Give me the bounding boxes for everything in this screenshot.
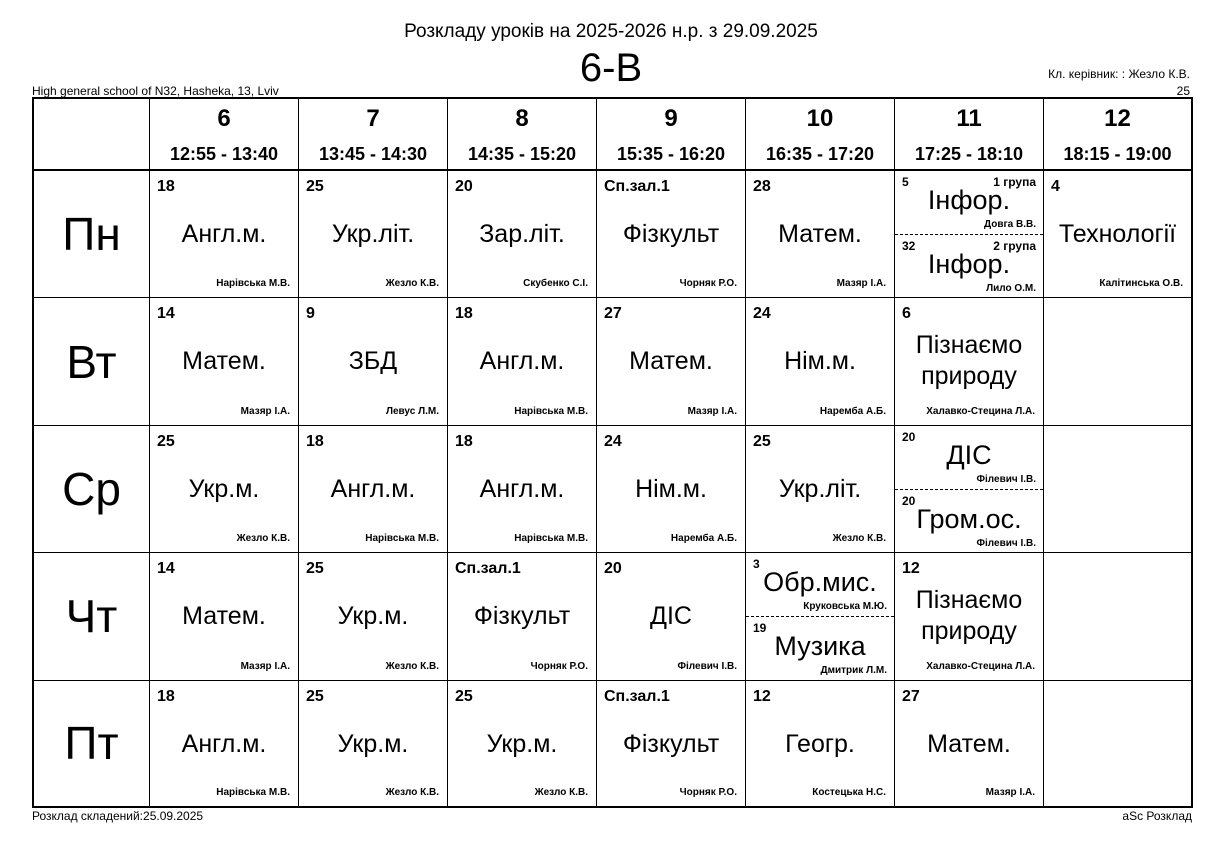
subject-name: Геогр. bbox=[785, 729, 855, 758]
subject-name: Матем. bbox=[629, 347, 713, 376]
period-header bbox=[1044, 99, 1191, 171]
subject-line: природу bbox=[921, 617, 1017, 646]
teacher-name: Мазяр І.А. bbox=[687, 405, 737, 417]
period-time: 14:35 - 15:20 bbox=[467, 144, 577, 164]
room-number: 6 bbox=[902, 305, 911, 323]
teacher-name: Мазяр І.А. bbox=[836, 278, 886, 290]
room-number: 14 bbox=[157, 305, 175, 323]
subject-name: Укр.м. bbox=[337, 729, 409, 758]
teacher-name: Нарівська М.В. bbox=[216, 278, 290, 290]
subject-name: Англ.м. bbox=[181, 220, 267, 248]
teacher-name: Філевич І.В. bbox=[976, 473, 1036, 485]
teacher-name: Скубенко С.І. bbox=[523, 278, 588, 290]
subject-name: Зар.літ. bbox=[479, 220, 565, 248]
lesson-cell bbox=[448, 171, 597, 298]
room-number: 14 bbox=[157, 560, 175, 578]
teacher-name: Чорняк Р.О. bbox=[530, 660, 588, 672]
teacher-name: Чорняк Р.О. bbox=[679, 786, 737, 798]
subject-name bbox=[895, 585, 1043, 647]
lesson-cell bbox=[150, 681, 299, 806]
lesson-cell bbox=[150, 171, 299, 298]
subject-name: Англ.м. bbox=[181, 729, 267, 758]
lesson-cell bbox=[299, 171, 448, 298]
period-time: 15:35 - 16:20 bbox=[616, 144, 726, 164]
period-number: 10 bbox=[806, 105, 834, 132]
teacher-name: Філевич І.В. bbox=[677, 660, 737, 672]
subject-line: Пізнаємо bbox=[915, 586, 1023, 615]
lesson-cell bbox=[895, 426, 1044, 553]
teacher-name: Жезло К.В. bbox=[385, 786, 439, 798]
subject-line: природу bbox=[921, 362, 1017, 391]
lesson-half bbox=[746, 617, 894, 681]
room-number: 9 bbox=[306, 305, 315, 323]
subject-name: Технології bbox=[1058, 220, 1177, 248]
lesson-cell bbox=[895, 681, 1044, 806]
subject-name: Інфор. bbox=[927, 249, 1011, 279]
room-number: 18 bbox=[455, 305, 473, 323]
period-number: 9 bbox=[664, 105, 678, 132]
class-teacher: Кл. керівник: : Жезло К.В. bbox=[1048, 67, 1190, 81]
period-time: 12:55 - 13:40 bbox=[169, 144, 279, 164]
lesson-half bbox=[895, 490, 1043, 554]
teacher-name: Халавко-Стецина Л.А. bbox=[926, 405, 1035, 417]
room-number: Сп.зал.1 bbox=[604, 178, 670, 195]
teacher-name: Левус Л.М. bbox=[385, 405, 439, 417]
lesson-cell bbox=[150, 298, 299, 425]
subject-name: Фізкульт bbox=[473, 602, 571, 631]
period-header bbox=[448, 99, 597, 171]
lesson-cell bbox=[299, 553, 448, 680]
subject-name: Обр.мис. bbox=[763, 567, 877, 598]
lesson-cell bbox=[1044, 426, 1191, 553]
room-number: 18 bbox=[455, 432, 473, 450]
period-header bbox=[895, 99, 1044, 171]
lesson-cell bbox=[1044, 553, 1191, 680]
lesson-cell bbox=[597, 298, 746, 425]
subject-name: ДІС bbox=[946, 439, 992, 470]
lesson-cell bbox=[746, 553, 895, 680]
subject-name: Нім.м. bbox=[784, 347, 856, 376]
room-number: 25 bbox=[753, 432, 771, 450]
subject-name: Матем. bbox=[182, 602, 266, 631]
teacher-name: Довга В.В. bbox=[983, 219, 1036, 230]
day-label: Вт bbox=[34, 298, 150, 425]
lesson-cell bbox=[448, 681, 597, 806]
room-number: 3 bbox=[753, 557, 760, 572]
period-number: 11 bbox=[956, 105, 982, 132]
lesson-cell bbox=[1044, 298, 1191, 425]
subject-name: Англ.м. bbox=[479, 474, 565, 503]
lesson-cell bbox=[597, 553, 746, 680]
subject-name: Фізкульт bbox=[622, 729, 720, 758]
teacher-name: Наремба А.Б. bbox=[819, 405, 886, 417]
subject-name bbox=[895, 330, 1043, 392]
subject-name: Укр.м. bbox=[486, 729, 558, 758]
room-number: 20 bbox=[902, 429, 916, 444]
class-room: 25 bbox=[1176, 84, 1190, 98]
teacher-name: Дмитрик Л.М. bbox=[820, 665, 887, 677]
period-header bbox=[150, 99, 299, 171]
lesson-half bbox=[746, 553, 894, 617]
subject-name: Гром.ос. bbox=[916, 503, 1022, 534]
lesson-cell bbox=[150, 553, 299, 680]
group-label: 2 група bbox=[993, 239, 1036, 253]
teacher-name: Жезло К.В. bbox=[236, 533, 290, 545]
subject-name: Нім.м. bbox=[635, 474, 707, 503]
lesson-cell bbox=[895, 553, 1044, 680]
day-label: Ср bbox=[34, 426, 150, 553]
teacher-name: Калітинська О.В. bbox=[1099, 278, 1183, 290]
teacher-name: Нарівська М.В. bbox=[514, 405, 588, 417]
teacher-name: Круковська М.Ю. bbox=[803, 601, 887, 613]
subject-name: Фізкульт bbox=[622, 220, 720, 248]
room-number: 12 bbox=[902, 560, 920, 578]
lesson-cell bbox=[299, 681, 448, 806]
room-number: 24 bbox=[753, 305, 771, 323]
teacher-name: Мазяр І.А. bbox=[240, 660, 290, 672]
lesson-cell bbox=[448, 298, 597, 425]
room-number: Сп.зал.1 bbox=[455, 560, 521, 578]
room-number: Сп.зал.1 bbox=[604, 687, 670, 705]
lesson-cell bbox=[1044, 171, 1191, 298]
room-number: 25 bbox=[306, 178, 324, 195]
software-name: aSc Розклад bbox=[1122, 809, 1192, 823]
subject-name: Інфор. bbox=[927, 185, 1011, 215]
subject-name: Англ.м. bbox=[479, 347, 565, 376]
lesson-cell bbox=[448, 426, 597, 553]
subject-name: Укр.м. bbox=[337, 602, 409, 631]
subject-name: Укр.літ. bbox=[331, 220, 415, 248]
teacher-name: Філевич І.В. bbox=[976, 537, 1036, 549]
lesson-cell bbox=[746, 171, 895, 298]
class-name: 6-В bbox=[579, 46, 643, 90]
room-number: 4 bbox=[1051, 178, 1060, 195]
schedule-title: Розкладу уроків на 2025-2026 н.р. з 29.09.2025 bbox=[404, 21, 818, 42]
lesson-cell bbox=[597, 681, 746, 806]
room-number: 18 bbox=[157, 178, 175, 195]
lesson-cell bbox=[299, 426, 448, 553]
room-number: 25 bbox=[157, 432, 175, 450]
teacher-name: Нарівська М.В. bbox=[365, 533, 439, 545]
lesson-cell bbox=[597, 426, 746, 553]
lesson-cell bbox=[1044, 681, 1191, 806]
teacher-name: Жезло К.В. bbox=[534, 786, 588, 798]
teacher-name: Мазяр І.А. bbox=[985, 786, 1035, 798]
period-time: 18:15 - 19:00 bbox=[1063, 144, 1172, 164]
lesson-half bbox=[895, 426, 1043, 490]
room-number: 20 bbox=[455, 178, 473, 195]
subject-name: ЗБД bbox=[348, 347, 398, 376]
subject-line: Пізнаємо bbox=[915, 331, 1023, 360]
school-name: High general school of N32, Hasheka, 13, Lviv bbox=[32, 84, 279, 98]
group-label: 1 група bbox=[993, 175, 1036, 189]
lesson-half bbox=[895, 171, 1043, 235]
room-number: 18 bbox=[157, 687, 175, 705]
lesson-cell bbox=[150, 426, 299, 553]
teacher-name: Нарівська М.В. bbox=[216, 786, 290, 798]
day-label: Пт bbox=[34, 681, 150, 806]
subject-name: Музика bbox=[774, 631, 866, 662]
subject-name: Укр.м. bbox=[188, 474, 260, 503]
room-number: 25 bbox=[306, 560, 324, 578]
room-number: 24 bbox=[604, 432, 622, 450]
period-time: 17:25 - 18:10 bbox=[914, 144, 1024, 164]
room-number: 18 bbox=[306, 432, 324, 450]
period-header bbox=[299, 99, 448, 171]
period-time: 16:35 - 17:20 bbox=[765, 144, 875, 164]
subject-name: Укр.літ. bbox=[778, 474, 862, 503]
timetable-grid bbox=[32, 97, 1193, 808]
lesson-cell bbox=[895, 171, 1044, 298]
lesson-cell bbox=[746, 426, 895, 553]
lesson-cell bbox=[597, 171, 746, 298]
period-header bbox=[597, 99, 746, 171]
teacher-name: Мазяр І.А. bbox=[240, 405, 290, 417]
teacher-name: Нарівська М.В. bbox=[514, 533, 588, 545]
room-number: 25 bbox=[306, 687, 324, 705]
subject-name: Англ.м. bbox=[330, 474, 416, 503]
teacher-name: Жезло К.В. bbox=[385, 278, 439, 290]
teacher-name: Костецька Н.С. bbox=[812, 786, 886, 798]
period-number: 7 bbox=[366, 105, 380, 132]
room-number: 20 bbox=[902, 493, 916, 508]
teacher-name: Жезло К.В. bbox=[832, 533, 886, 545]
subject-name: Матем. bbox=[182, 347, 266, 376]
day-label: Чт bbox=[34, 553, 150, 680]
room-number: 27 bbox=[604, 305, 622, 323]
teacher-name: Наремба А.Б. bbox=[670, 533, 737, 545]
room-number: 25 bbox=[455, 687, 473, 705]
period-time: 13:45 - 14:30 bbox=[318, 144, 428, 164]
period-number: 12 bbox=[1104, 105, 1131, 132]
room-number: 19 bbox=[753, 621, 767, 636]
teacher-name: Халавко-Стецина Л.А. bbox=[926, 660, 1035, 672]
subject-name: ДІС bbox=[650, 602, 692, 631]
lesson-cell bbox=[299, 298, 448, 425]
lesson-cell bbox=[746, 298, 895, 425]
teacher-name: Чорняк Р.О. bbox=[679, 278, 737, 290]
corner-cell bbox=[34, 99, 150, 171]
teacher-name: Жезло К.В. bbox=[385, 660, 439, 672]
room-number: 32 bbox=[902, 239, 916, 253]
lesson-cell bbox=[448, 553, 597, 680]
lesson-half bbox=[895, 235, 1043, 299]
created-date: Розклад складений:25.09.2025 bbox=[32, 809, 204, 823]
lesson-cell bbox=[895, 298, 1044, 425]
day-label: Пн bbox=[34, 171, 150, 298]
room-number: 28 bbox=[753, 178, 771, 195]
period-number: 6 bbox=[217, 105, 231, 132]
period-header bbox=[746, 99, 895, 171]
subject-name: Матем. bbox=[778, 220, 862, 248]
room-number: 20 bbox=[604, 560, 622, 578]
lesson-cell bbox=[746, 681, 895, 806]
period-number: 8 bbox=[515, 105, 529, 132]
room-number: 12 bbox=[753, 687, 771, 705]
room-number: 27 bbox=[902, 687, 920, 705]
room-number: 5 bbox=[902, 175, 909, 189]
teacher-name: Лило О.М. bbox=[986, 283, 1036, 294]
subject-name: Матем. bbox=[927, 729, 1011, 758]
